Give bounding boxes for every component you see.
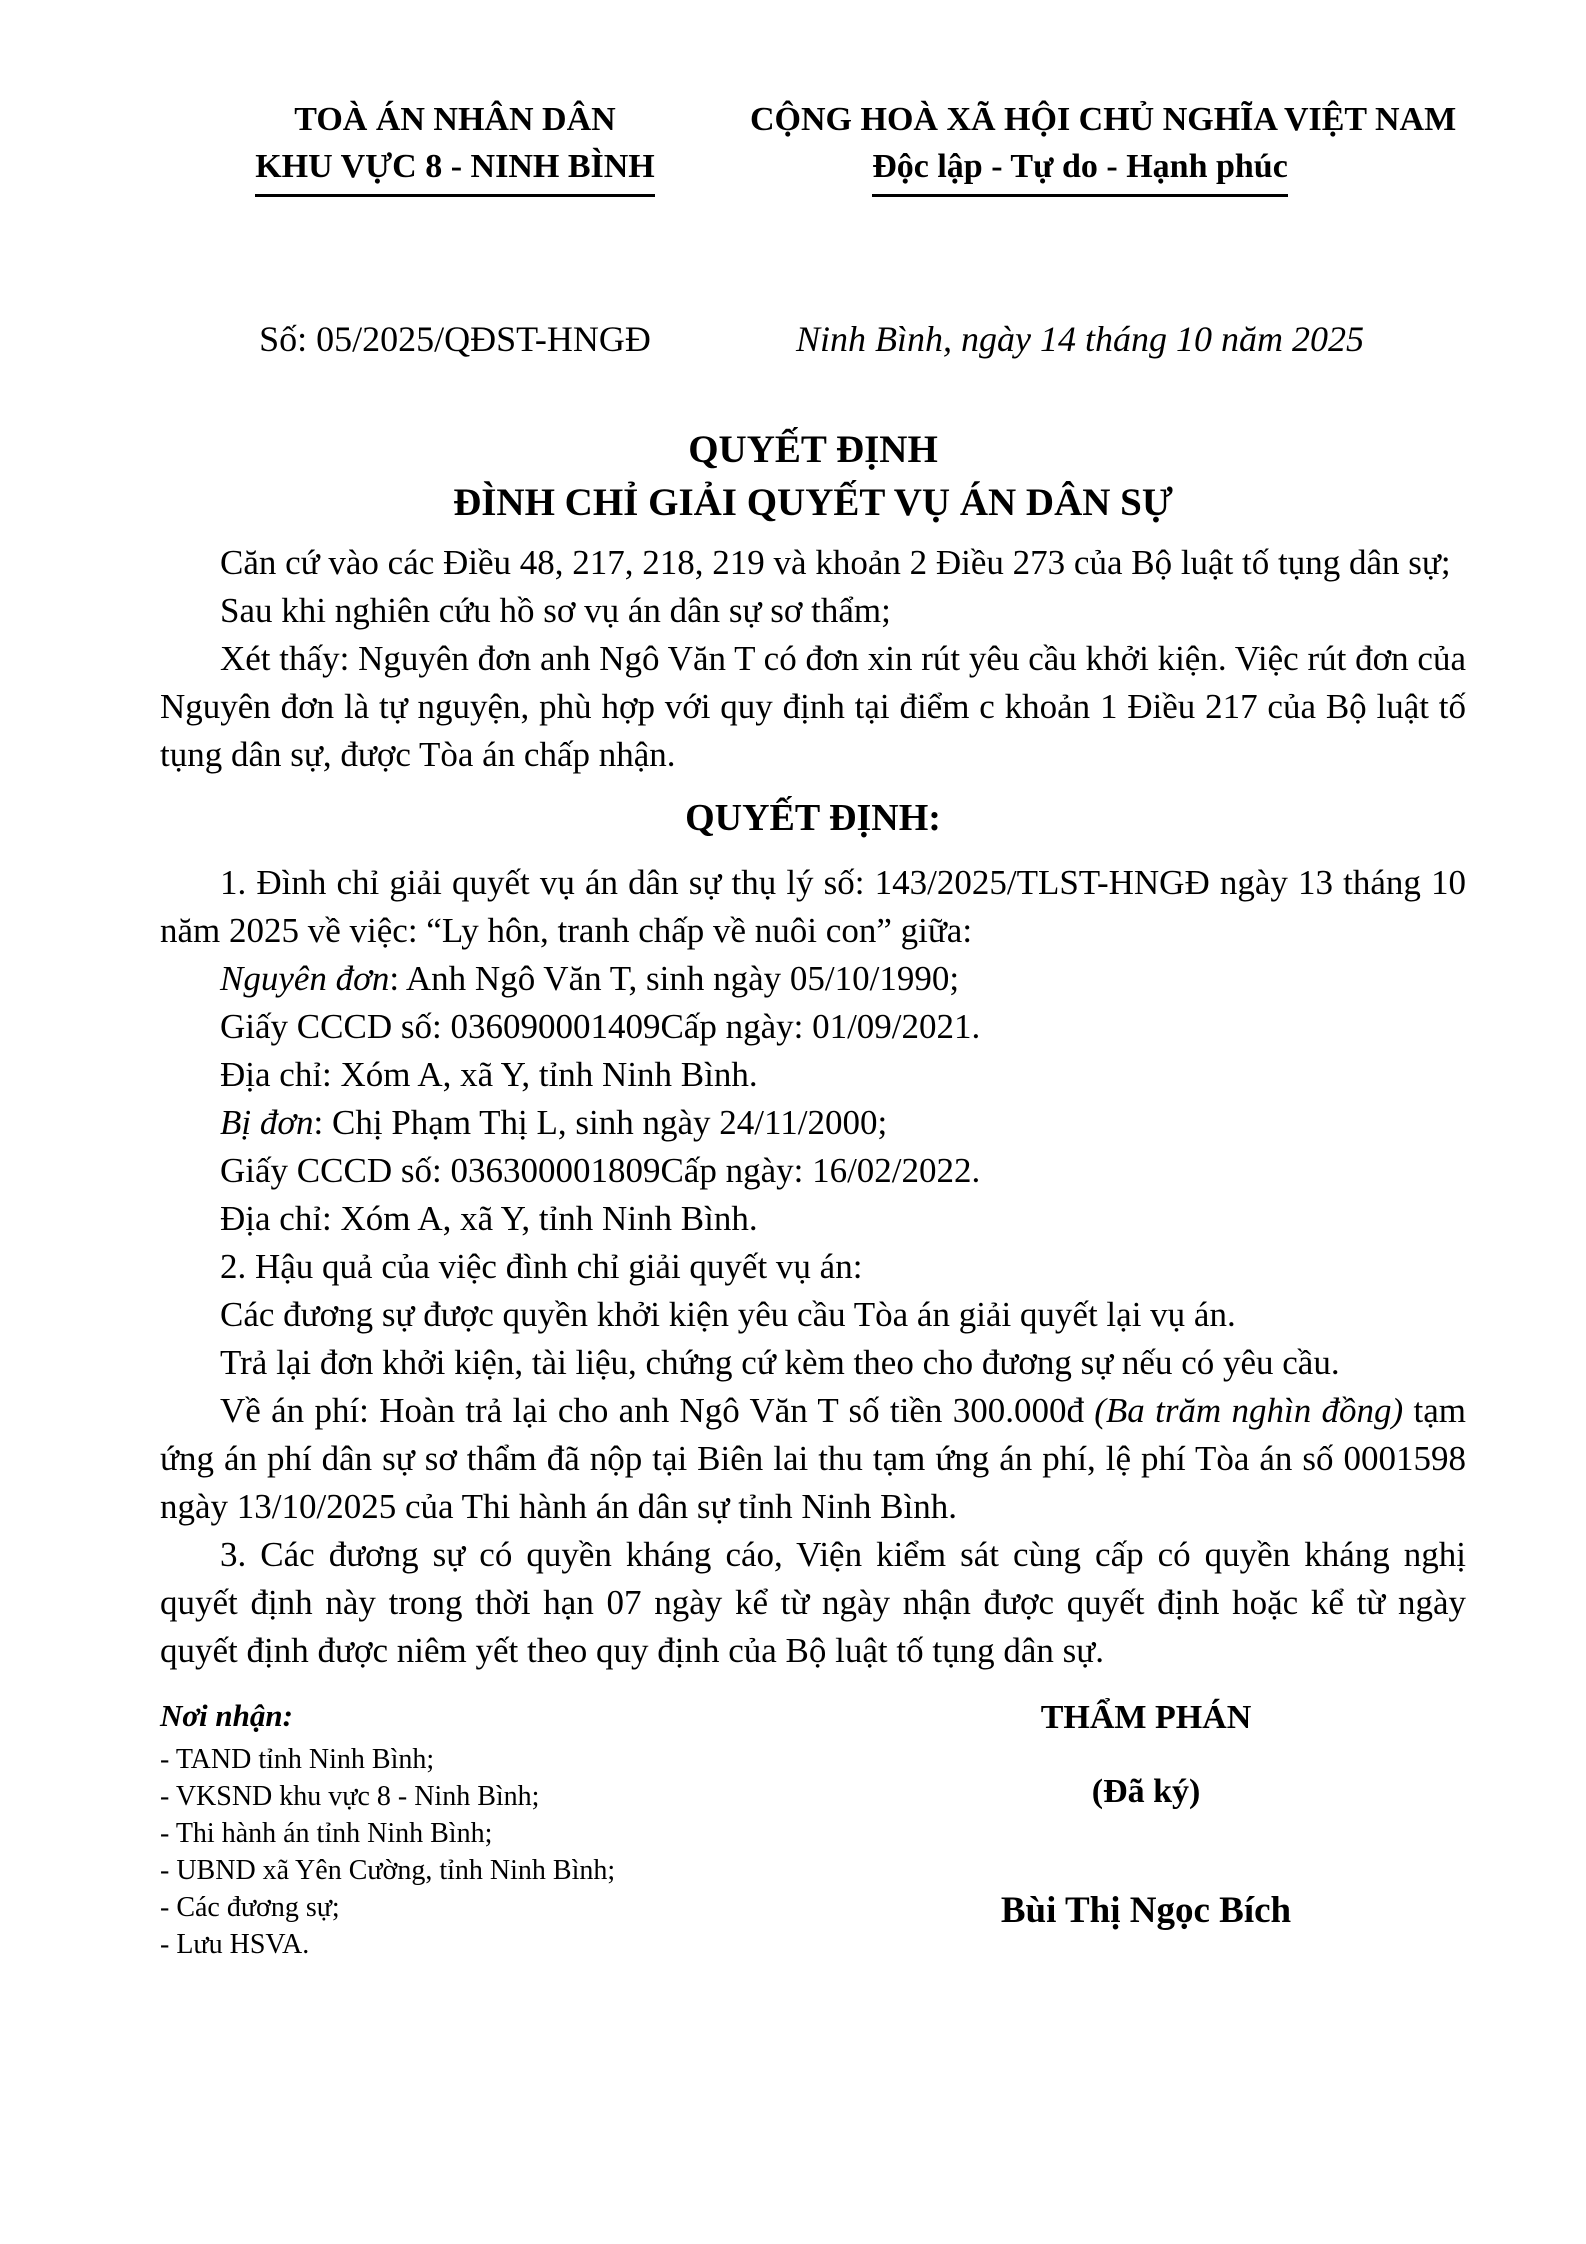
- decision-item-2b: Trả lại đơn khởi kiện, tài liệu, chứng cứ kèm theo cho đương sự nếu có yêu cầu.: [220, 1343, 1340, 1382]
- recipients-label: Nơi nhận:: [160, 1698, 293, 1733]
- recipient-item-2: - VKSND khu vực 8 - Ninh Bình;: [160, 1781, 540, 1812]
- defendant-text: : Chị Phạm Thị L, sinh ngày 24/11/2000;: [313, 1103, 888, 1142]
- recipient-item-3: - Thi hành án tỉnh Ninh Bình;: [160, 1818, 493, 1849]
- national-name-line: CỘNG HOÀ XÃ HỘI CHỦ NGHĨA VIỆT NAM: [750, 101, 1457, 138]
- defendant-line: [160, 1099, 1466, 1147]
- document-title: [160, 423, 1466, 529]
- document-body: [160, 539, 1466, 1675]
- court-header: [160, 96, 750, 197]
- national-motto-line: [750, 143, 1410, 197]
- plaintiff-address-line: Địa chỉ: Xóm A, xã Y, tỉnh Ninh Bình.: [220, 1055, 758, 1094]
- recipients-block: [160, 1695, 846, 1963]
- defendant-id-line: Giấy CCCD số: 036300001809Cấp ngày: 16/02/2022.: [220, 1151, 981, 1190]
- decision-item-2: 2. Hậu quả của việc đình chỉ giải quyết vụ án:: [220, 1247, 863, 1286]
- signature-block: [886, 1695, 1406, 1935]
- fee-text-2: tạm ứng án phí dân sự sơ thẩm đã nộp tại Biên lai thu tạm ứng án phí, lệ phí Tòa án số 0001598 ngày 13/10/2025 của Thi hành án dân sự tỉnh Ninh Bình.: [160, 1391, 1466, 1526]
- place-date-line: Ninh Bình, ngày 14 tháng 10 năm 2025: [796, 319, 1364, 359]
- doc-number: Số: 05/2025/QĐST-HNGĐ: [259, 319, 651, 359]
- judge-name: Bùi Thị Ngọc Bích: [1000, 1890, 1292, 1931]
- document-header: [160, 96, 1466, 197]
- preamble-paragraph-2: Sau khi nghiên cứu hồ sơ vụ án dân sự sơ thẩm;: [220, 591, 891, 630]
- defendant-label: Bị đơn: [220, 1103, 314, 1142]
- recipient-item-6: - Lưu HSVA.: [160, 1929, 310, 1960]
- document-subheader: [160, 315, 1466, 363]
- judge-title: THẨM PHÁN: [1040, 1699, 1252, 1736]
- recipient-item-5: - Các đương sự;: [160, 1892, 340, 1923]
- court-name-line2: [160, 143, 750, 197]
- decision-item-1: 1. Đình chỉ giải quyết vụ án dân sự thụ lý số: 143/2025/TLST-HNGĐ ngày 13 tháng 10 năm 2025 về việc: “Ly hôn, tranh chấp về nuôi con” giữa:: [160, 863, 1466, 950]
- fee-text-1: Về án phí: Hoàn trả lại cho anh Ngô Văn T số tiền 300.000đ: [220, 1391, 1095, 1430]
- plaintiff-line: [160, 955, 1466, 1003]
- preamble-paragraph-3: Xét thấy: Nguyên đơn anh Ngô Văn T có đơn xin rút yêu cầu khởi kiện. Việc rút đơn của Nguyên đơn là tự nguyện, phù hợp với quy định tại điểm c khoản 1 Điều 217 của Bộ luật tố tụng dân sự, được Tòa án chấp nhận.: [160, 639, 1466, 774]
- national-motto-underline: Độc lập - Tự do - Hạnh phúc: [872, 143, 1288, 197]
- decision-heading: QUYẾT ĐỊNH:: [685, 797, 941, 839]
- fee-amount-words: (Ba trăm nghìn đồng): [1094, 1391, 1404, 1430]
- document-footer: [160, 1695, 1466, 1963]
- court-name-line1: TOÀ ÁN NHÂN DÂN: [294, 101, 616, 138]
- defendant-address-line: Địa chỉ: Xóm A, xã Y, tỉnh Ninh Bình.: [220, 1199, 758, 1238]
- preamble-paragraph-1: Căn cứ vào các Điều 48, 217, 218, 219 và khoản 2 Điều 273 của Bộ luật tố tụng dân sự;: [220, 543, 1451, 582]
- decision-item-3: 3. Các đương sự có quyền kháng cáo, Viện kiểm sát cùng cấp có quyền kháng nghị quyết định này trong thời hạn 07 ngày kể từ ngày nhận được quyết định hoặc kể từ ngày quyết định được niêm yết theo quy định của Bộ luật tố tụng dân sự.: [160, 1535, 1466, 1670]
- national-header: [750, 96, 1457, 197]
- signed-note: (Đã ký): [1091, 1773, 1201, 1810]
- plaintiff-text: : Anh Ngô Văn T, sinh ngày 05/10/1990;: [389, 959, 960, 998]
- title-line2: ĐÌNH CHỈ GIẢI QUYẾT VỤ ÁN DÂN SỰ: [453, 481, 1173, 524]
- fee-paragraph: [160, 1387, 1466, 1531]
- plaintiff-id-line: Giấy CCCD số: 036090001409Cấp ngày: 01/09/2021.: [220, 1007, 981, 1046]
- doc-number-cell: [160, 315, 750, 363]
- date-cell: [750, 315, 1410, 363]
- decision-item-2a: Các đương sự được quyền khởi kiện yêu cầu Tòa án giải quyết lại vụ án.: [220, 1295, 1236, 1334]
- recipient-item-1: - TAND tỉnh Ninh Bình;: [160, 1744, 435, 1775]
- title-line1: QUYẾT ĐỊNH: [688, 428, 938, 471]
- court-name-underline: KHU VỰC 8 - NINH BÌNH: [255, 143, 655, 197]
- recipient-item-4: - UBND xã Yên Cường, tỉnh Ninh Bình;: [160, 1855, 616, 1886]
- plaintiff-label: Nguyên đơn: [220, 959, 390, 998]
